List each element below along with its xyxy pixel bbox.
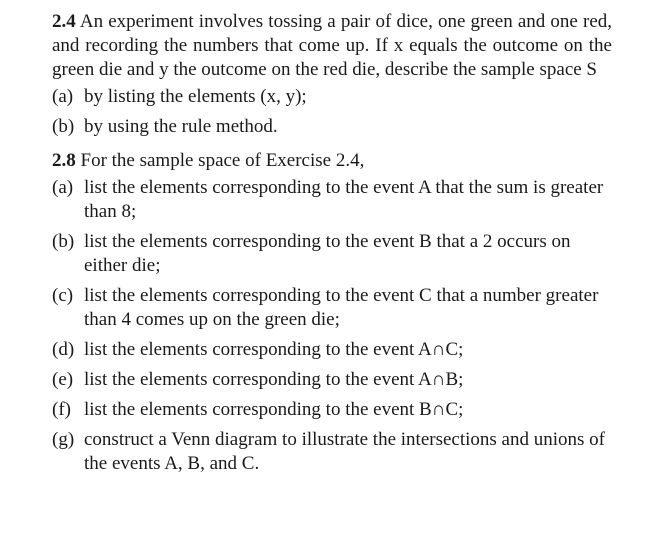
exercise-2-8-part-f	[52, 398, 612, 422]
part-text: by listing the elements (x, y);	[84, 86, 307, 107]
part-label: (a)	[52, 177, 74, 198]
part-text: construct a Venn diagram to illustrate the intersections and unions of the events A, B, and C.	[84, 429, 605, 474]
part-label: (c)	[52, 285, 74, 306]
exercise-2-8-part-e	[52, 368, 612, 392]
part-label: (b)	[52, 116, 75, 137]
part-text: list the elements corresponding to the event B∩C;	[84, 399, 464, 420]
exercise-2-8-part-c	[52, 284, 612, 332]
part-label: (f)	[52, 399, 71, 420]
part-label: (e)	[52, 369, 74, 390]
part-label: (g)	[52, 429, 75, 450]
part-text: list the elements corresponding to the event A that the sum is greater than 8;	[84, 177, 604, 222]
exercise-2-8	[52, 149, 612, 173]
exercise-number: 2.4	[52, 11, 76, 32]
part-text: list the elements corresponding to the event B that a 2 occurs on either die;	[84, 231, 571, 276]
part-label: (b)	[52, 231, 75, 252]
part-label: (a)	[52, 86, 74, 107]
exercise-2-4	[52, 10, 612, 82]
exercise-statement: For the sample space of Exercise 2.4,	[80, 150, 365, 171]
exercise-2-8-part-d	[52, 338, 612, 362]
exercise-2-8-part-a	[52, 176, 612, 224]
part-text: list the elements corresponding to the event C that a number greater than 4 comes up on the green die;	[84, 285, 599, 330]
textbook-page	[52, 10, 612, 476]
exercise-2-8-part-g	[52, 428, 612, 476]
part-text: list the elements corresponding to the event A∩C;	[84, 339, 464, 360]
exercise-number: 2.8	[52, 150, 76, 171]
exercise-2-4-part-b	[52, 115, 612, 139]
part-text: list the elements corresponding to the event A∩B;	[84, 369, 464, 390]
exercise-statement: An experiment involves tossing a pair of dice, one green and one red, and recording the numbers that come up. If x equals the outcome on the green die and y the outcome on the red die, describe the sample space S	[52, 11, 612, 80]
part-text: by using the rule method.	[84, 116, 278, 137]
spacer	[52, 139, 612, 149]
exercise-2-8-part-b	[52, 230, 612, 278]
exercise-2-4-part-a	[52, 85, 612, 109]
part-label: (d)	[52, 339, 75, 360]
